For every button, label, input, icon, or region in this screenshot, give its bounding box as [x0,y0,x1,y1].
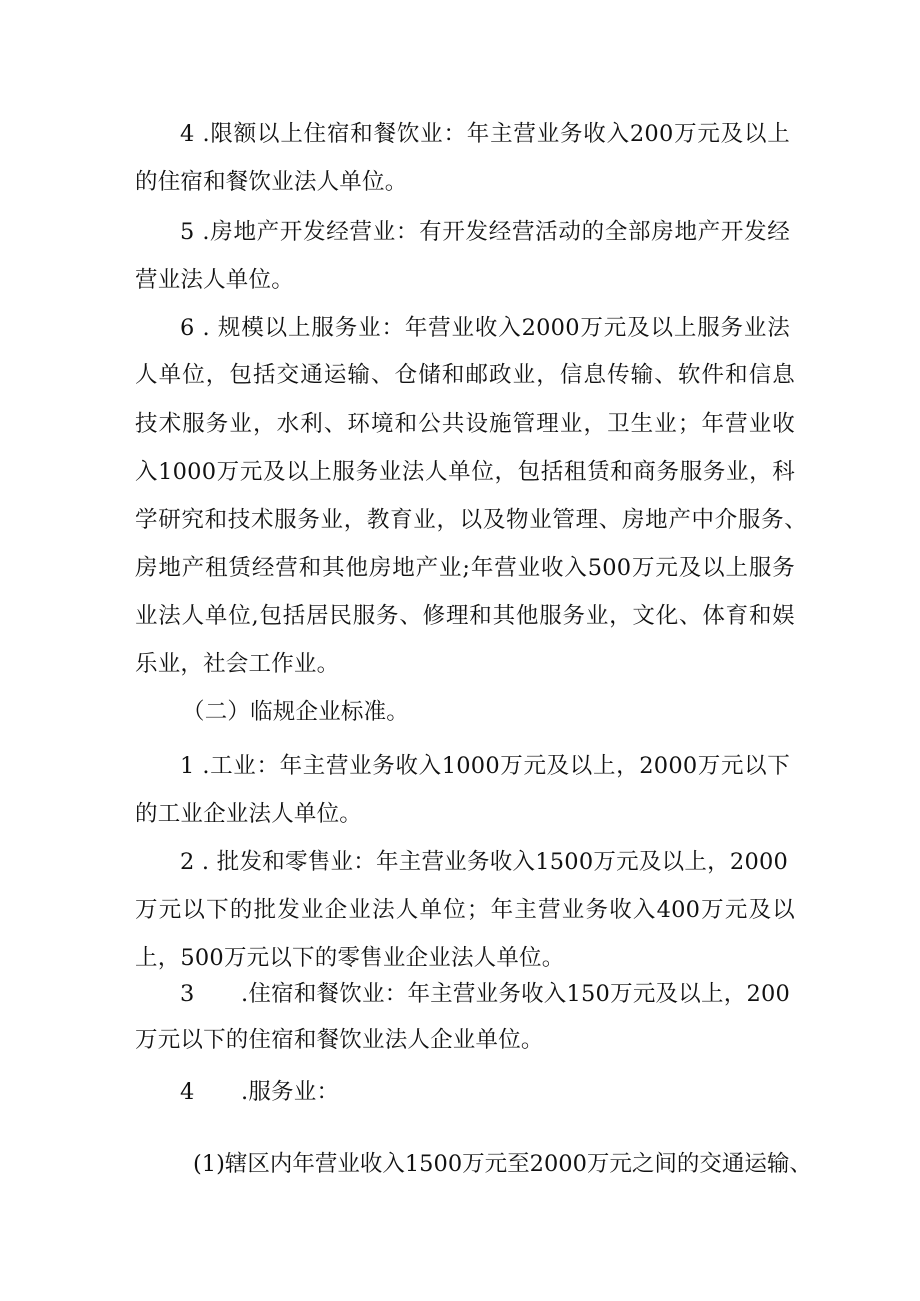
paragraph-line: 6 . 规模以上服务业：年营业收入2000万元及以上服务业法 [180,315,790,341]
paragraph-line: 的住宿和餐饮业法人单位。 [135,169,408,195]
paragraph-line: 技术服务业，水利、环境和公共设施管理业，卫生业；年营业收 [135,411,795,437]
paragraph-line: .服务业： [241,1079,340,1105]
paragraph-line: 人单位，包括交通运输、仓储和邮政业，信息传输、软件和信息 [135,362,795,388]
paragraph-line: 1 .工业：年主营业务收入1000万元及以上，2000万元以下 [180,753,790,779]
paragraph-line: 乐业，社会工作业。 [135,651,340,677]
paragraph-line: .住宿和餐饮业：年主营业务收入150万元及以上，200 [241,981,790,1007]
paragraph-line: 营业法人单位。 [135,267,294,293]
paragraph-line: 学研究和技术服务业，教育业，以及物业管理、房地产中介服务、 [135,507,807,533]
paragraph-line: 5 .房地产开发经营业：有开发经营活动的全部房地产开发经 [180,219,790,245]
paragraph-line: 业法人单位,包括居民服务、修理和其他服务业，文化、体育和娱 [135,603,795,629]
section-heading: （二）临规企业标准。 [182,699,410,725]
paragraph-line: 4 .限额以上住宿和餐饮业：年主营业务收入200万元及以上 [180,121,790,147]
paragraph-line: 2 . 批发和零售业：年主营业务收入1500万元及以上，2000 [180,849,788,875]
paragraph-line: (1)辖区内年营业收入1500万元至2000万元之间的交通运输、 [193,1151,812,1177]
paragraph-line: 的工业企业法人单位。 [135,801,363,827]
item-number: 3 [180,981,195,1007]
paragraph-line: 入1000万元及以上服务业法人单位，包括租赁和商务服务业，科 [135,459,795,485]
item-number: 4 [180,1079,195,1105]
paragraph-line: 万元以下的住宿和餐饮业法人企业单位。 [135,1027,544,1053]
paragraph-line: 上，500万元以下的零售业企业法人单位。 [135,945,565,971]
paragraph-line: 万元以下的批发业企业法人单位；年主营业务收入400万元及以 [135,897,795,923]
paragraph-line: 房地产租赁经营和其他房地产业;年营业收入500万元及以上服务 [135,555,795,581]
